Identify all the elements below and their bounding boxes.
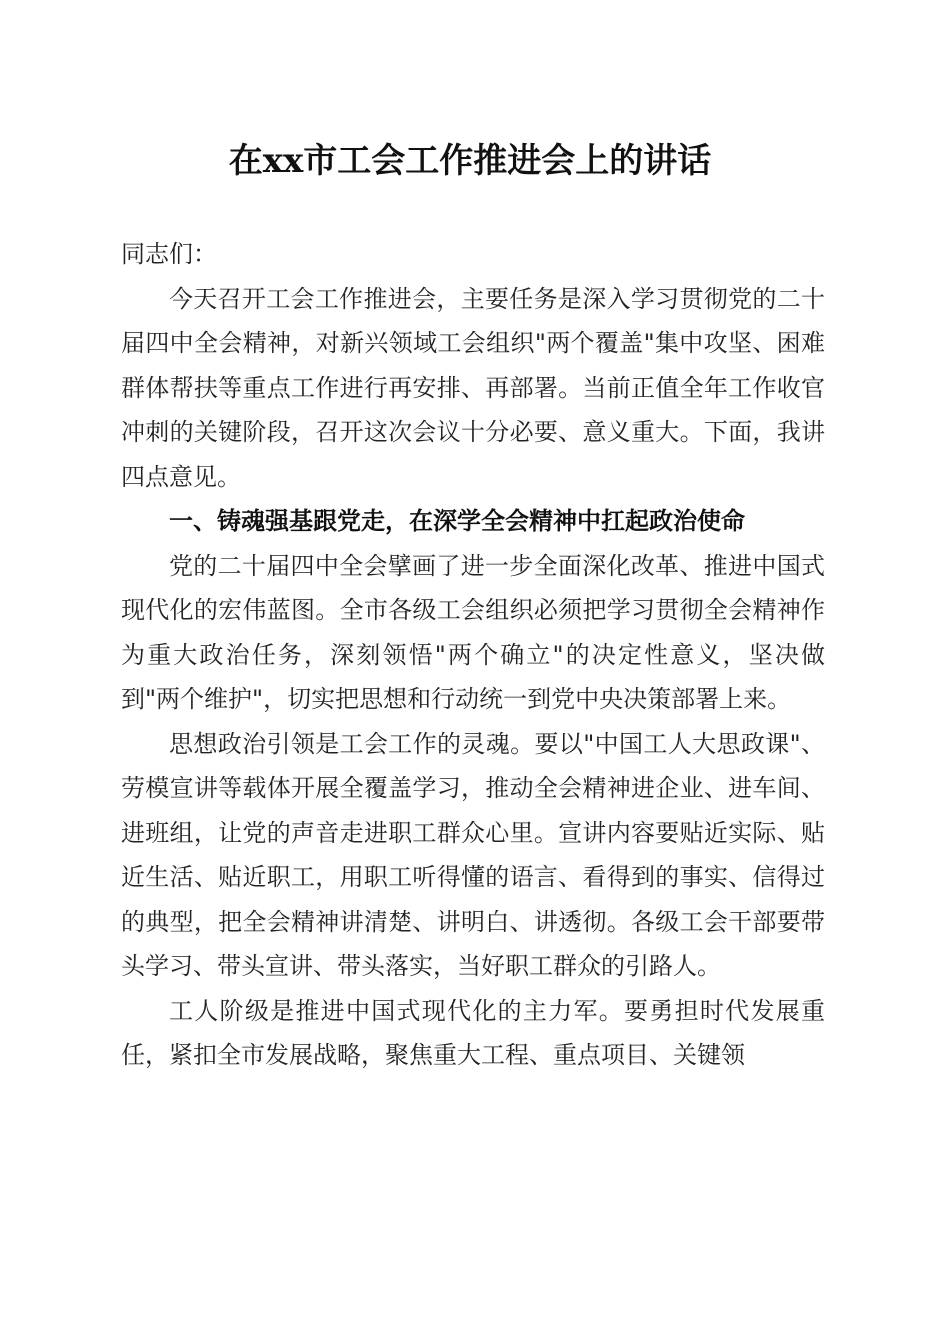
document-body bbox=[121, 232, 825, 1078]
document-title: 在xx市工会工作推进会上的讲话 bbox=[228, 141, 712, 181]
paragraph-intro: 今天召开工会工作推进会，主要任务是深入学习贯彻党的二十届四中全会精神，对新兴领域工会组织"两个覆盖"集中攻坚、困难群体帮扶等重点工作进行再安排、再部署。当前正值全年工作收官冲刺的关键阶段，召开这次会议十分必要、意义重大。下面，我讲四点意见。 bbox=[121, 284, 825, 491]
paragraph-working-class: 工人阶级是推进中国式现代化的主力军。要勇担时代发展重任，紧扣全市发展战略，聚焦重大工程、重点项目、关键领 bbox=[121, 996, 825, 1069]
salutation: 同志们： bbox=[121, 240, 217, 268]
paragraph-plenum: 党的二十届四中全会擘画了进一步全面深化改革、推进中国式现代化的宏伟蓝图。全市各级工会组织必须把学习贯彻全会精神作为重大政治任务，深刻领悟"两个确立"的决定性意义，坚决做到"两个维护"，切实把思想和行动统一到党中央决策部署上来。 bbox=[121, 551, 825, 713]
section-heading-1: 一、铸魂强基跟党走，在深学全会精神中扛起政治使命 bbox=[169, 507, 745, 535]
paragraph-ideology: 思想政治引领是工会工作的灵魂。要以"中国工人大思政课"、劳模宣讲等载体开展全覆盖学习，推动全会精神进企业、进车间、进班组，让党的声音走进职工群众心里。宣讲内容要贴近实际、贴近生活、贴近职工，用职工听得懂的语言、看得到的事实、信得过的典型，把全会精神讲清楚、讲明白、讲透彻。各级工会干部要带头学习、带头宣讲、带头落实，当好职工群众的引路人。 bbox=[121, 729, 825, 980]
